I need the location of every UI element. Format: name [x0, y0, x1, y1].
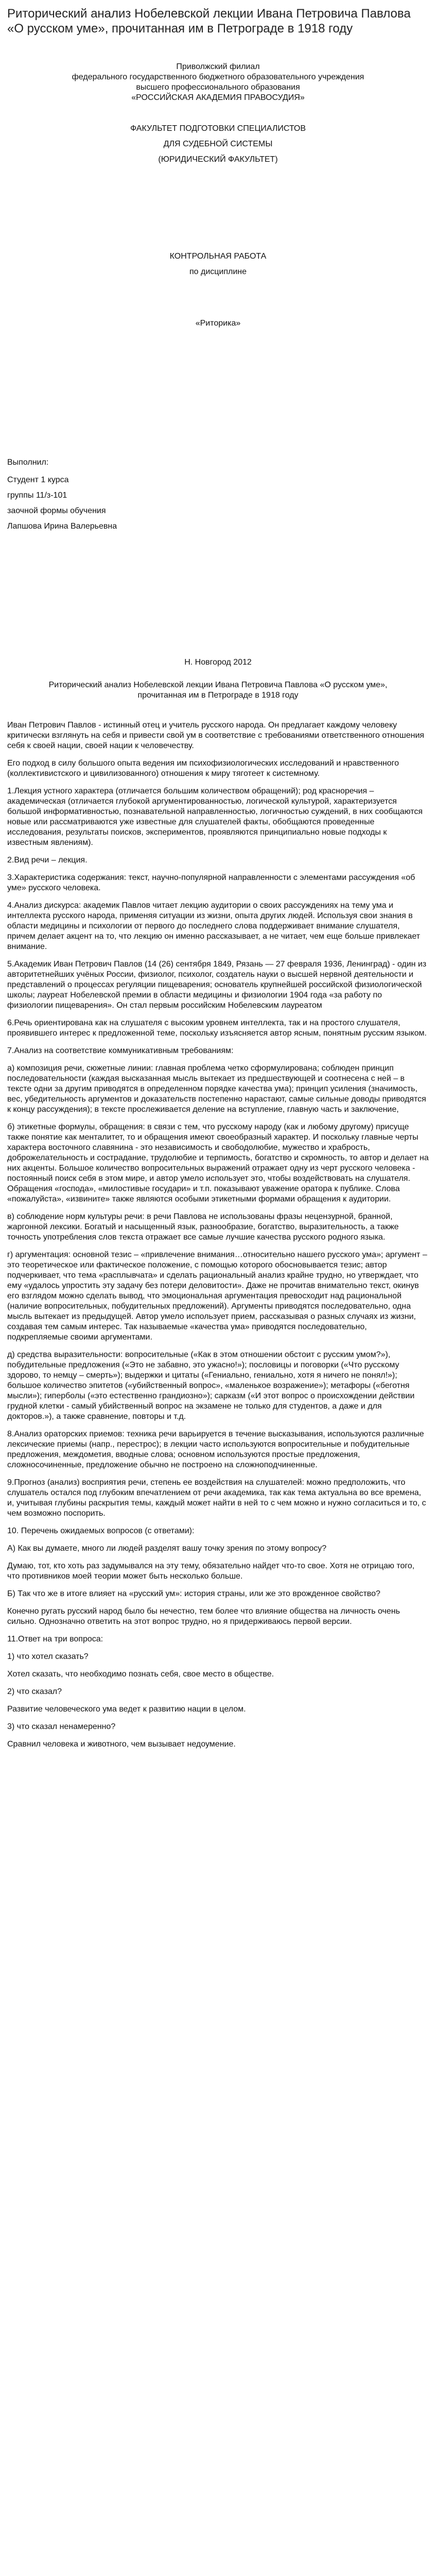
paragraph: 11.Ответ на три вопроса:	[7, 1635, 103, 1643]
analysis-text	[7, 720, 429, 1750]
institution-header	[7, 62, 429, 103]
discipline-label: по дисциплине	[189, 267, 247, 276]
work-type-block	[7, 251, 429, 277]
paragraph: 10. Перечень ожидаемых вопросов (с ответами):	[7, 1527, 195, 1535]
paragraph: г) аргументация: основной тезис – «привлечение внимания…относительно нашего русского ума»; аргумент – это теоретическое или фактическое положение, с помощью которого обосновывается тезис; автор подчеркивает, что тема «расплывчата» и сделать рациональный анализ крайне трудно, но утверждает, что ему «удалось упростить эту задачу без потери деловитости». Даже не прочитав внимательно текст, окинув его взглядом можно сделать вывод, что эмоциональная аргументация превосходит над рациональной (наличие вопросительных, побудительных предложений). Аргументы приводятся последовательно, одна мысль вытекает из предыдущей. Автор умело использует прием, рассказывая о разных случаях из жизни, создавая тем самым интерес. Так называемые «качества ума» приводятся последовательно, подкрепляемые своими аргументами.	[7, 1250, 427, 1342]
paragraph: Иван Петрович Павлов - истинный отец и учитель русского народа. Он предлагает каждому человеку критически взглянуть на себя и привести свой ум в соответствие с требованиями ответственного отношения себя к своей нации, своей нации к человечеству.	[7, 721, 425, 750]
institution-line: Приволжский филиал	[176, 62, 260, 71]
faculty-line: ФАКУЛЬТЕТ ПОДГОТОВКИ СПЕЦИАЛИСТОВ	[130, 124, 306, 133]
performer-line: Выполнил:	[7, 458, 49, 467]
faculty-header	[7, 124, 429, 165]
performer-line: группы 11/з-101	[7, 491, 67, 500]
paragraph: 2.Вид речи – лекция.	[7, 856, 88, 865]
discipline-block	[7, 318, 429, 329]
city-year: Н. Новгород 2012	[184, 658, 252, 667]
performer-line: Лапшова Ирина Валерьевна	[7, 522, 117, 531]
paragraph: 3.Характеристика содержания: текст, научно-популярной направленности с элементами рассуждения «об уме» русского человека.	[7, 873, 415, 892]
analysis-heading: Риторический анализ Нобелевской лекции Ивана Петровича Павлова «О русском уме», прочитанная им в Петрограде в 1918 году	[48, 681, 388, 700]
institution-line: федерального государственного бюджетного образовательного учреждения	[72, 73, 364, 81]
paragraph: а) композиция речи, сюжетные линии: главная проблема четко сформулирована; соблюден принцип последовательности (каждая высказанная мысль вытекает из предшествующей и соотнесена с ней – в тексте одни за другим приводятся в определенном порядке качества ума); принцип усиления (значимость, вес, убедительность аргументов и доказательств постепенно нарастают, самые сильные доводы приводятся к концу рассуждения); в тексте прослеживается деление на вступление, главную часть и заключение,	[7, 1064, 426, 1114]
performer-line: заочной формы обучения	[7, 506, 106, 515]
faculty-line: (ЮРИДИЧЕСКИЙ ФАКУЛЬТЕТ)	[158, 155, 278, 164]
answer: Конечно ругать русский народ было бы нечестно, тем более что влияние общества на личность очень сильно. Однозначно ответить на этот вопрос трудно, но я придерживаюсь первой версии.	[7, 1607, 400, 1626]
question: А) Как вы думаете, много ли людей разделят вашу точку зрения по этому вопросу?	[7, 1544, 327, 1553]
paragraph: 4.Анализ дискурса: академик Павлов читает лекцию аудитории о своих рассуждениях на тему ума и интеллекта русского народа, применяя ситуации из жизни, опыта других людей. Используя свои знания в области медицины и психологии от первого до последнего слова поддерживает внимание слушателя, причем делает акцент на то, что лекцию он именно рассказывает, а не читает, чем еще больше привлекает внимание.	[7, 901, 421, 951]
question: Б) Так что же в итоге влияет на «русский ум»: история страны, или же это врожденное свойство?	[7, 1589, 380, 1598]
question: 1) что хотел сказать?	[7, 1652, 89, 1661]
faculty-line: ДЛЯ СУДЕБНОЙ СИСТЕМЫ	[163, 140, 273, 148]
paragraph: 7.Анализ на соответствие коммуникативным требованиям:	[7, 1046, 234, 1055]
document-body	[0, 62, 436, 1750]
analysis-heading-block	[7, 680, 429, 701]
paragraph: 9.Прогноз (анализ) восприятия речи, степень ее воздействия на слушателей: можно предположить, что слушатель остался под глубоким впечатлением от речи академика, так как тема актуальна во все времена, и, учитывая глубины раскрытия темы, каждый может найти в ней то с чем можно и нужно согласиться и то, с чем возможно поспорить.	[7, 1478, 426, 1518]
paragraph: б) этикетные формулы, обращения: в связи с тем, что русскому народу (как и любому другому) присуще также понятие как менталитет, то и обращения имеют своеобразный характер. И поскольку главные черты характера восточного славянина - это независимость и свободолюбие, мужество и храбрость, доброжелательность и сострадание, трудолюбие и терпимость, богатство и скромность, то автор и делает на них акценты. Большое количество вопросительных выражений отражает одну из черт русского человека - постоянный поиск себя в этом мире, и автор умело использует это, чтобы воздействовать на слушателя. Обращения «господа», «милостивые государи» и т.п. показывают уважение оратора к публике. Слова «пожалуйста», «извините» также являются особыми этикетными формами обращения к аудитории.	[7, 1123, 429, 1204]
answer: Думаю, тот, кто хоть раз задумывался на эту тему, обязательно найдет что-то свое. Хотя не отрицаю того, что противников моей теории может быть несколько больше.	[7, 1562, 415, 1581]
paragraph: 1.Лекция устного характера (отличается большим количеством обращений); род красноречия – академическая (отличается глубокой аргументированностью, логической культурой, характеризуется большой информативностью, познавательной направленностью, логичностью суждений, в них сообщаются новые или рассматриваются уже известные для слушателей факты, обобщаются проведенные исследования, результаты поисков, экспериментов, проявляются принципиально новые подходы к известным явлениям).	[7, 787, 423, 847]
answer: Хотел сказать, что необходимо познать себя, свое место в обществе.	[7, 1670, 274, 1679]
discipline-name: «Риторика»	[195, 319, 241, 328]
paragraph: в) соблюдение норм культуры речи: в речи Павлова не использованы фразы нецензурной, бранной, жаргонной лексики. Богатый и насыщенный язык, разнообразие, богатство, выразительность, а также точность употребления слов текста отражает все самые лучшие качества русского родного языка.	[7, 1212, 399, 1242]
city-year-block	[7, 657, 429, 668]
paragraph: д) средства выразительности: вопросительные («Как в этом отношении обстоит с русским умом?»), побудительные предложения («Это не забавно, это ужасно!»); пословицы и поговорки («Что русскому здорово, то немцу – смерть»); выдержки и цитаты («Гениально, гениально, хотя я ничего не понял!»); большое количество эпитетов («убийственный вопрос», «маленькое возражение»); метафоры («беготня мысли»); гиперболы («это естественно грандиозно»); сарказм («И этот вопрос о происхождении действии грудной клетки - самый убийственный вопрос на экзамене не только для студентов, а даже и для докторов.»), а также сравнение, повторы и т.д.	[7, 1350, 415, 1421]
page-title: Риторический анализ Нобелевской лекции Ивана Петровича Павлова «О русском уме», прочитанная им в Петрограде в 1918 году	[7, 7, 411, 36]
paragraph: 8.Анализ ораторских приемов: техника речи варьируется в течение высказывания, используются различные лексические приемы (напр., перестрос); в лекции часто используются вопросительные и побудительные предложения, междометия, вводные слова; основном используются простые предложения, сложносочиненные, предложение обычно не построено на сложноподчиненные.	[7, 1430, 424, 1469]
institution-line: «РОССИЙСКАЯ АКАДЕМИЯ ПРАВОСУДИЯ»	[131, 93, 305, 102]
paragraph: 5.Академик Иван Петрович Павлов (14 (26) сентября 1849, Рязань — 27 февраля 1936, Ленинград) - один из авторитетнейших учёных России, физиолог, психолог, создатель науки о высшей нервной деятельности и представлений о процессах регуляции пищеварения; основатель крупнейшей российской физиологической школы; лауреат Нобелевской премии в области медицины и физиологии 1904 года «за работу по физиологии пищеварения». Он стал первым российским Нобелевским лауреатом	[7, 960, 427, 1010]
performer-block	[7, 457, 429, 532]
answer: Сравнил человека и животного, чем вызывает недоумение.	[7, 1740, 236, 1749]
paragraph: 6.Речь ориентирована как на слушателя с высоким уровнем интеллекта, так и на простого слушателя, проявившего интерес к предложенной теме, поскольку изъясняется автор ясным, понятным русским языком.	[7, 1019, 427, 1038]
paragraph: Его подход в силу большого опыта ведения им психофизиологических исследований и нравственного (коллективистского и цивилизованного) отношения к миру тяготеет к системному.	[7, 759, 399, 778]
question: 2) что сказал?	[7, 1687, 62, 1696]
answer: Развитие человеческого ума ведет к развитию нации в целом.	[7, 1705, 246, 1714]
institution-line: высшего профессионального образования	[136, 83, 300, 92]
performer-line: Студент 1 курса	[7, 476, 69, 484]
work-type: КОНТРОЛЬНАЯ РАБОТА	[169, 252, 267, 261]
question: 3) что сказал ненамеренно?	[7, 1722, 116, 1731]
